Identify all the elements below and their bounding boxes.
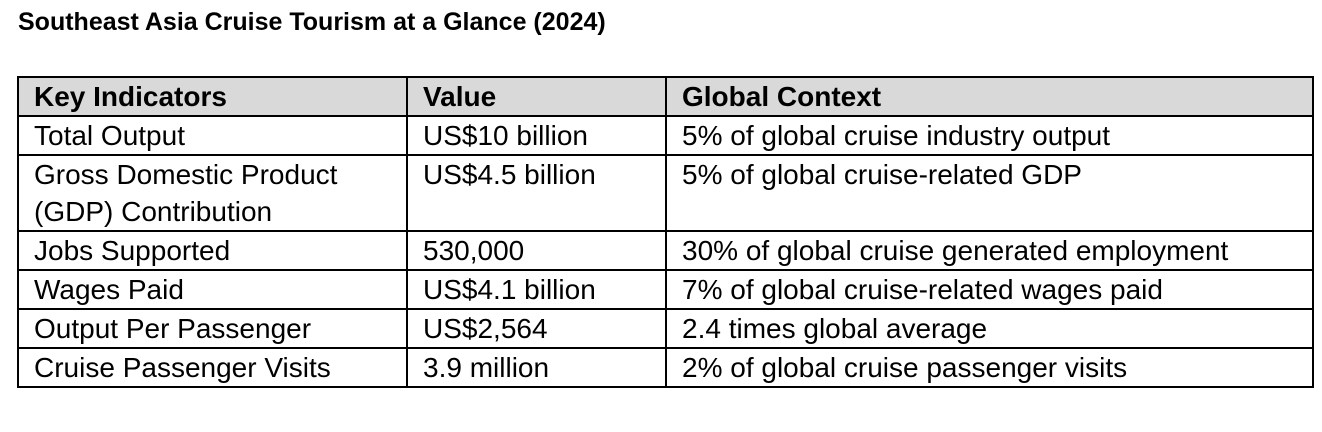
table-row xyxy=(18,155,1313,231)
global-context-cell: 5% of global cruise-related GDP xyxy=(666,155,1313,231)
value-cell: 530,000 xyxy=(407,231,666,270)
table-row xyxy=(18,116,1313,155)
header-global-context: Global Context xyxy=(666,77,1313,116)
table-row xyxy=(18,309,1313,348)
value-cell: US$10 billion xyxy=(407,116,666,155)
indicators-table xyxy=(17,76,1314,388)
table-row xyxy=(18,348,1313,387)
value-cell: US$4.1 billion xyxy=(407,270,666,309)
table-header-row xyxy=(18,77,1313,116)
indicator-cell: Gross Domestic Product (GDP) Contribution xyxy=(18,155,407,231)
indicator-cell: Output Per Passenger xyxy=(18,309,407,348)
indicator-cell: Total Output xyxy=(18,116,407,155)
page-title: Southeast Asia Cruise Tourism at a Glance (2024) xyxy=(18,8,606,36)
global-context-cell: 30% of global cruise generated employment xyxy=(666,231,1313,270)
indicator-cell: Cruise Passenger Visits xyxy=(18,348,407,387)
header-key-indicators: Key Indicators xyxy=(18,77,407,116)
indicator-cell: Wages Paid xyxy=(18,270,407,309)
global-context-cell: 7% of global cruise-related wages paid xyxy=(666,270,1313,309)
value-cell: 3.9 million xyxy=(407,348,666,387)
table-row xyxy=(18,231,1313,270)
value-cell: US$4.5 billion xyxy=(407,155,666,231)
global-context-cell: 2% of global cruise passenger visits xyxy=(666,348,1313,387)
global-context-cell: 2.4 times global average xyxy=(666,309,1313,348)
table-row xyxy=(18,270,1313,309)
indicator-cell: Jobs Supported xyxy=(18,231,407,270)
value-cell: US$2,564 xyxy=(407,309,666,348)
global-context-cell: 5% of global cruise industry output xyxy=(666,116,1313,155)
header-value: Value xyxy=(407,77,666,116)
